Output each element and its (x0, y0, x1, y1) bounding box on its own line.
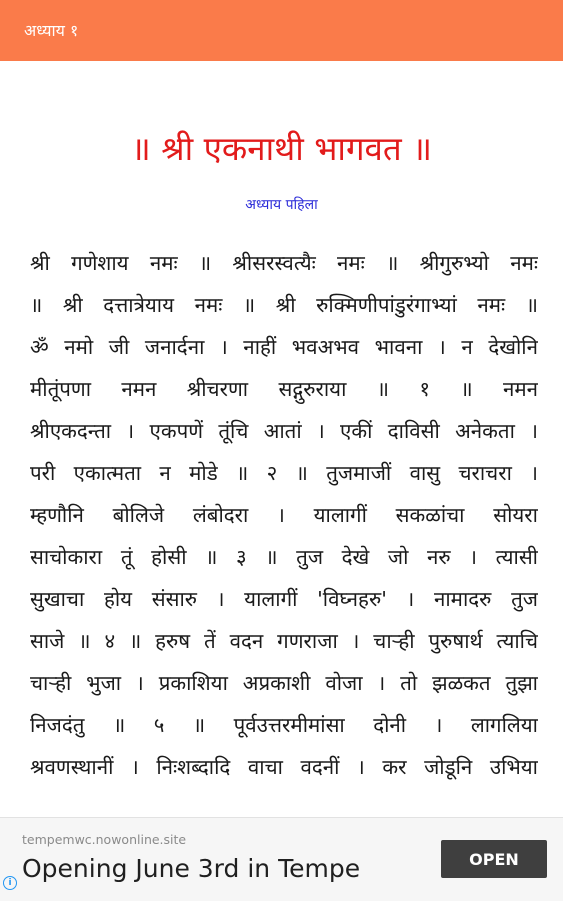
ad-banner[interactable] (0, 817, 563, 901)
verse-line: परी एकात्मता न मोडे ॥ २ ॥ तुजमाजीं वासु चराचरा । (30, 461, 538, 485)
ad-headline[interactable]: Opening June 3rd in Tempe (22, 854, 361, 883)
chapter-subtitle: अध्याय पहिला (245, 197, 318, 213)
app-bar (0, 0, 563, 61)
verse-line: म्हणौनि बोलिजे लंबोदरा । यालागीं सकळांचा सोयरा (30, 503, 538, 527)
verse-line: श्रीएकदन्ता । एकपणें तूंचि आतां । एकीं दाविसी अनेकता । (30, 419, 538, 443)
verse-line: साचोकारा तूं होसी ॥ ३ ॥ तुज देखे जो नरु । त्यासी (30, 545, 538, 569)
verse-text (30, 242, 538, 788)
book-title: ॥ श्री एकनाथी भागवत ॥ (131, 129, 432, 168)
app-bar-title: अध्याय १ (24, 21, 79, 40)
verse-line: चार्‍ही भुजा । प्रकाशिया अप्रकाशी वोजा । तो झळकत तुझा (30, 671, 538, 695)
verse-line: श्री गणेशाय नमः ॥ श्रीसरस्वत्यैः नमः ॥ श्रीगुरुभ्यो नमः (30, 251, 538, 275)
verse-line: सुखाचा होय संसारु । यालागीं 'विघ्नहरु' । नामादरु तुज (30, 587, 538, 611)
verse-line: निजदंतु ॥ ५ ॥ पूर्वउत्तरमीमांसा दोनी । लागलिया (30, 713, 538, 737)
ad-url: tempemwc.nowonline.site (22, 832, 187, 847)
info-icon[interactable]: i (3, 876, 17, 890)
verse-line: ॥ श्री दत्तात्रेयाय नमः ॥ श्री रुक्मिणीपांडुरंगाभ्यां नमः ॥ (30, 293, 538, 317)
reading-pane[interactable] (0, 61, 563, 817)
ad-open-button[interactable]: OPEN (441, 840, 547, 878)
verse-line: श्रवणस्थानीं । निःशब्दादि वाचा वदनीं । कर जोडूनि उभिया (30, 755, 538, 779)
verse-line: साजे ॥ ४ ॥ हरुष तें वदन गणराजा । चार्‍ही पुरुषार्थ त्याचि (30, 629, 538, 653)
verse-line: मीतूंपणा नमन श्रीचरणा सद्गुरुराया ॥ १ ॥ नमन (30, 377, 538, 401)
verse-line: ॐ नमो जी जनार्दना । नाहीं भवअभव भावना । न देखोनि (30, 335, 538, 359)
